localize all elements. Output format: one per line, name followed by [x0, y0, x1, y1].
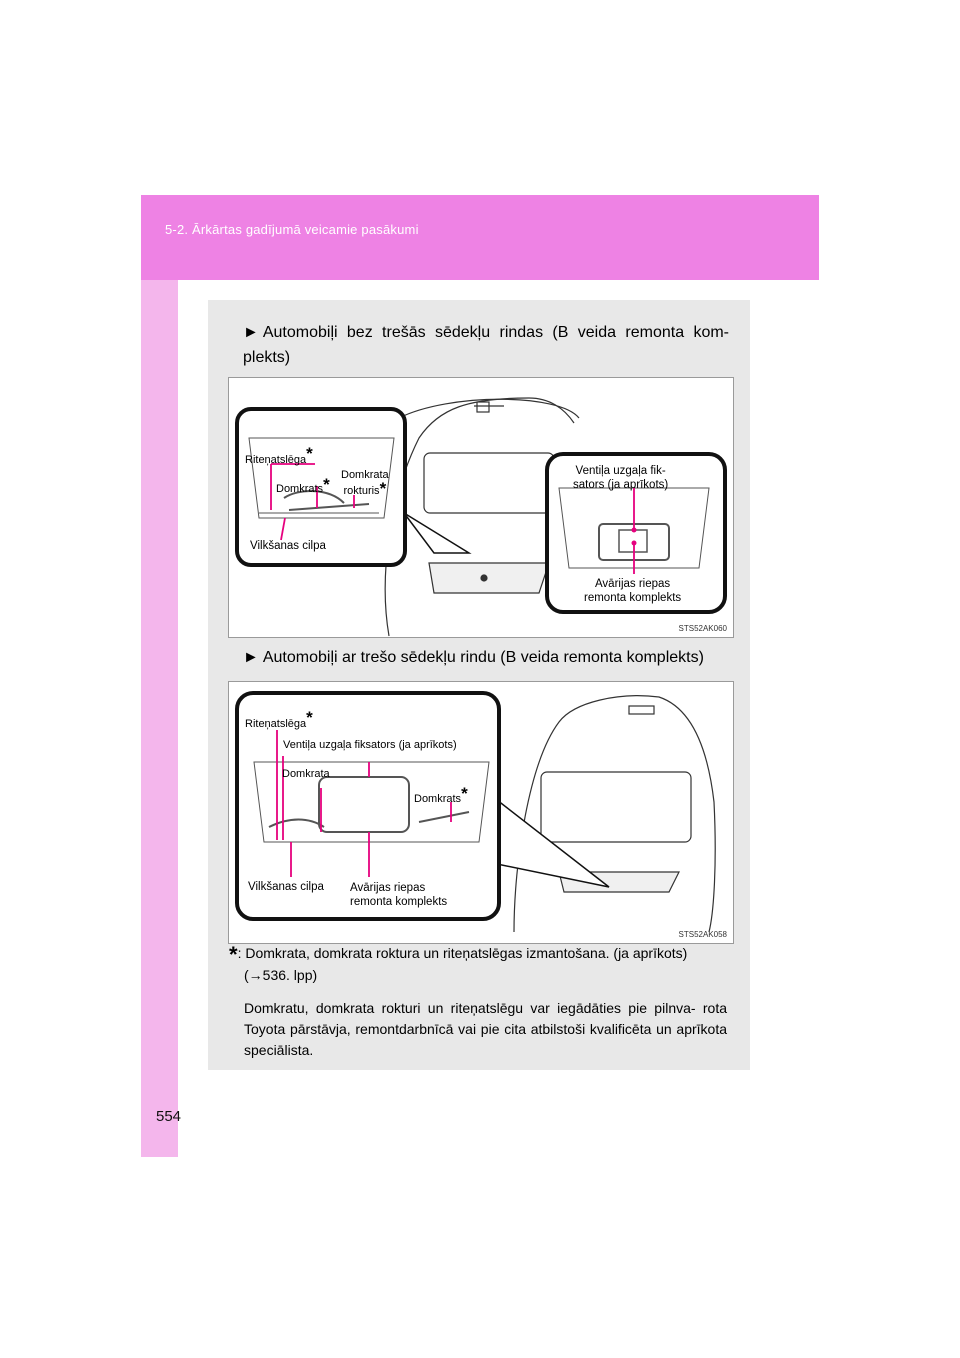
heading-without-third-row: ► Automobiļi bez trešās sēdekļu rindas (B veida remonta kom- plekts): [243, 320, 729, 370]
label-valve-holder: Ventiļa uzgaļa fik- sators (ja aprīkots): [573, 465, 669, 491]
bullet-arrow-icon: ►: [243, 649, 259, 666]
footnote-reference: (→536. lpp): [244, 967, 318, 983]
header-bar: [141, 195, 819, 280]
label-jack: Domkrats*: [276, 475, 330, 495]
figure-code: STS52AK058: [678, 930, 727, 939]
label-jack-handle: Domkrata rokturis*: [341, 469, 389, 498]
footnote-line: *: Domkrata, domkrata roktura un riteņatslēgas izmantošana. (ja aprīkots): [229, 942, 688, 967]
figure-trunk-with-third-row: [228, 681, 734, 944]
footnote-marker: *: [229, 942, 238, 967]
label-jack: Domkrats*: [414, 784, 468, 805]
section-title: 5-2. Ārkārtas gadījumā veicamie pasākumi: [165, 222, 419, 237]
footnote-paragraph: Domkratu, domkrata rokturi un riteņatslēgu var iegādāties pie pilnva- rota Toyota pārstāvja, remontdarbnīcā vai pie cita atbilstoši kvalificēta un aprīkota speciālista.: [244, 1000, 727, 1058]
label-wrench: Riteņatslēga*: [245, 708, 313, 730]
car-body-outline: [514, 696, 715, 932]
bullet-arrow-icon: ►: [243, 324, 259, 341]
side-strip: [141, 195, 178, 1157]
page-number: 554: [156, 1108, 182, 1125]
figure-trunk-without-third-row: [228, 377, 734, 638]
figure-code: STS52AK060: [678, 624, 727, 633]
label-tow-hook: Vilkšanas cilpa: [248, 881, 324, 893]
label-wrench: Riteņatslēga*: [245, 444, 313, 466]
footnote: [229, 943, 727, 1061]
heading-with-third-row: ► Automobiļi ar trešo sēdekļu rindu (B veida remonta komplekts): [243, 645, 729, 670]
label-repair-kit: Avārijas riepas remonta komplekts: [584, 578, 682, 604]
label-jack-handle: Domkrata: [282, 768, 330, 780]
label-repair-kit: Avārijas riepas remonta komplekts: [350, 882, 448, 908]
label-valve-holder: Ventiļa uzgaļa fiksators (ja aprīkots): [283, 739, 457, 751]
label-tow-hook: Vilkšanas cilpa: [250, 540, 326, 552]
